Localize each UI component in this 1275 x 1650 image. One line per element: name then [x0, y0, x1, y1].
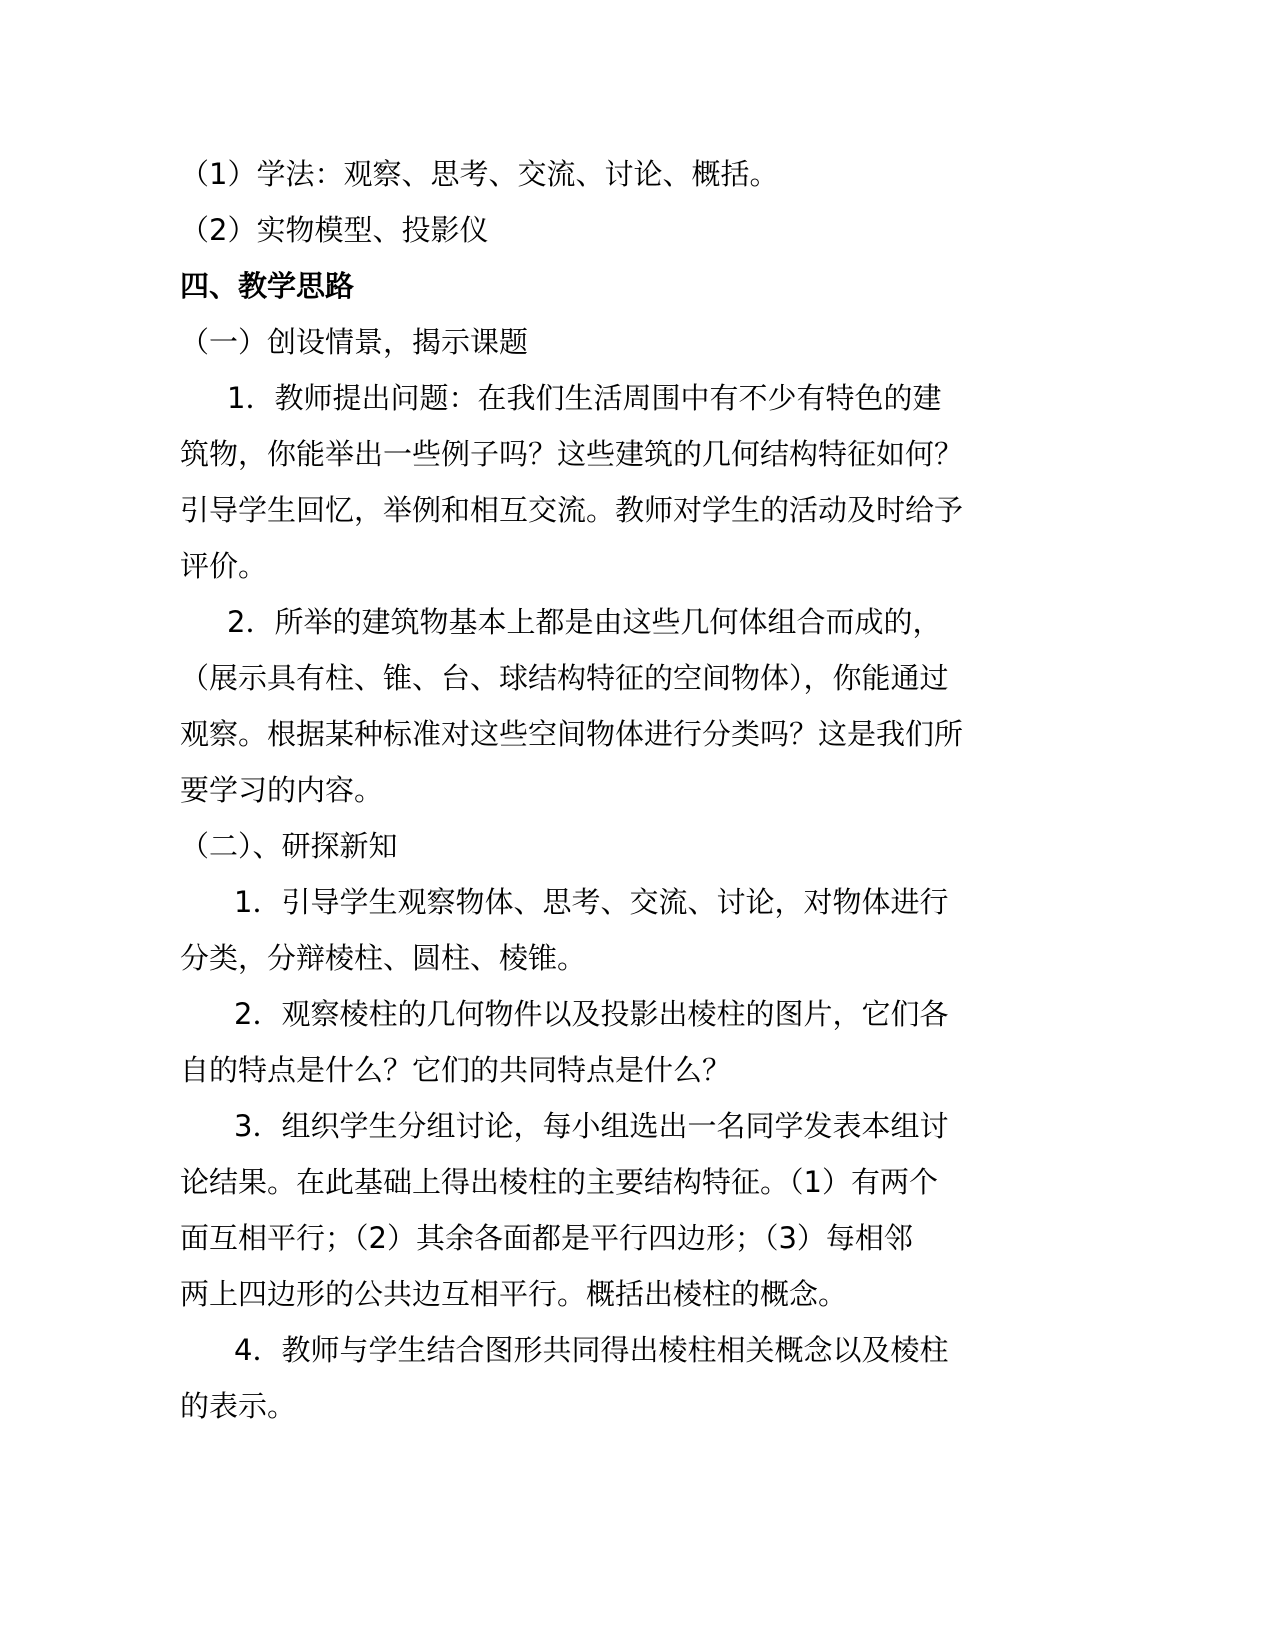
subsection-heading: （二）、研探新知 [180, 829, 398, 863]
document-page [180, 146, 1040, 1434]
text-line: （1）学法：观察、思考、交流、讨论、概括。 [180, 157, 779, 191]
text-line: 2．观察棱柱的几何物件以及投影出棱柱的图片，它们各 [234, 997, 949, 1031]
text-line: 两上四边形的公共边互相平行。概括出棱柱的概念。 [180, 1277, 848, 1311]
text-line: 要学习的内容。 [180, 773, 384, 807]
text-line: 4．教师与学生结合图形共同得出棱柱相关概念以及棱柱 [234, 1333, 949, 1367]
text-line: 论结果。在此基础上得出棱柱的主要结构特征。（1）有两个 [180, 1165, 938, 1199]
text-line: （展示具有柱、锥、台、球结构特征的空间物体），你能通过 [180, 661, 949, 695]
subsection-heading: （一）创设情景，揭示课题 [180, 325, 529, 359]
text-line: 引导学生回忆，举例和相互交流。教师对学生的活动及时给予 [180, 493, 964, 527]
text-line: 评价。 [180, 549, 268, 583]
text-line: 分类，分辩棱柱、圆柱、棱锥。 [180, 941, 587, 975]
text-line: 1．引导学生观察物体、思考、交流、讨论，对物体进行 [234, 885, 949, 919]
text-line: 的表示。 [180, 1389, 297, 1423]
text-line: 面互相平行；（2）其余各面都是平行四边形；（3）每相邻 [180, 1221, 913, 1255]
text-line: 自的特点是什么？它们的共同特点是什么？ [180, 1053, 732, 1087]
text-line: 观察。根据某种标准对这些空间物体进行分类吗？这是我们所 [180, 717, 964, 751]
text-line: 1．教师提出问题：在我们生活周围中有不少有特色的建 [227, 381, 942, 415]
section-heading: 四、教学思路 [180, 269, 355, 303]
text-line: （2）实物模型、投影仪 [180, 213, 489, 247]
text-line: 筑物，你能举出一些例子吗？这些建筑的几何结构特征如何？ [180, 437, 964, 471]
text-line: 2．所举的建筑物基本上都是由这些几何体组合而成的， [227, 605, 942, 639]
text-line: 3．组织学生分组讨论，每小组选出一名同学发表本组讨 [234, 1109, 949, 1143]
